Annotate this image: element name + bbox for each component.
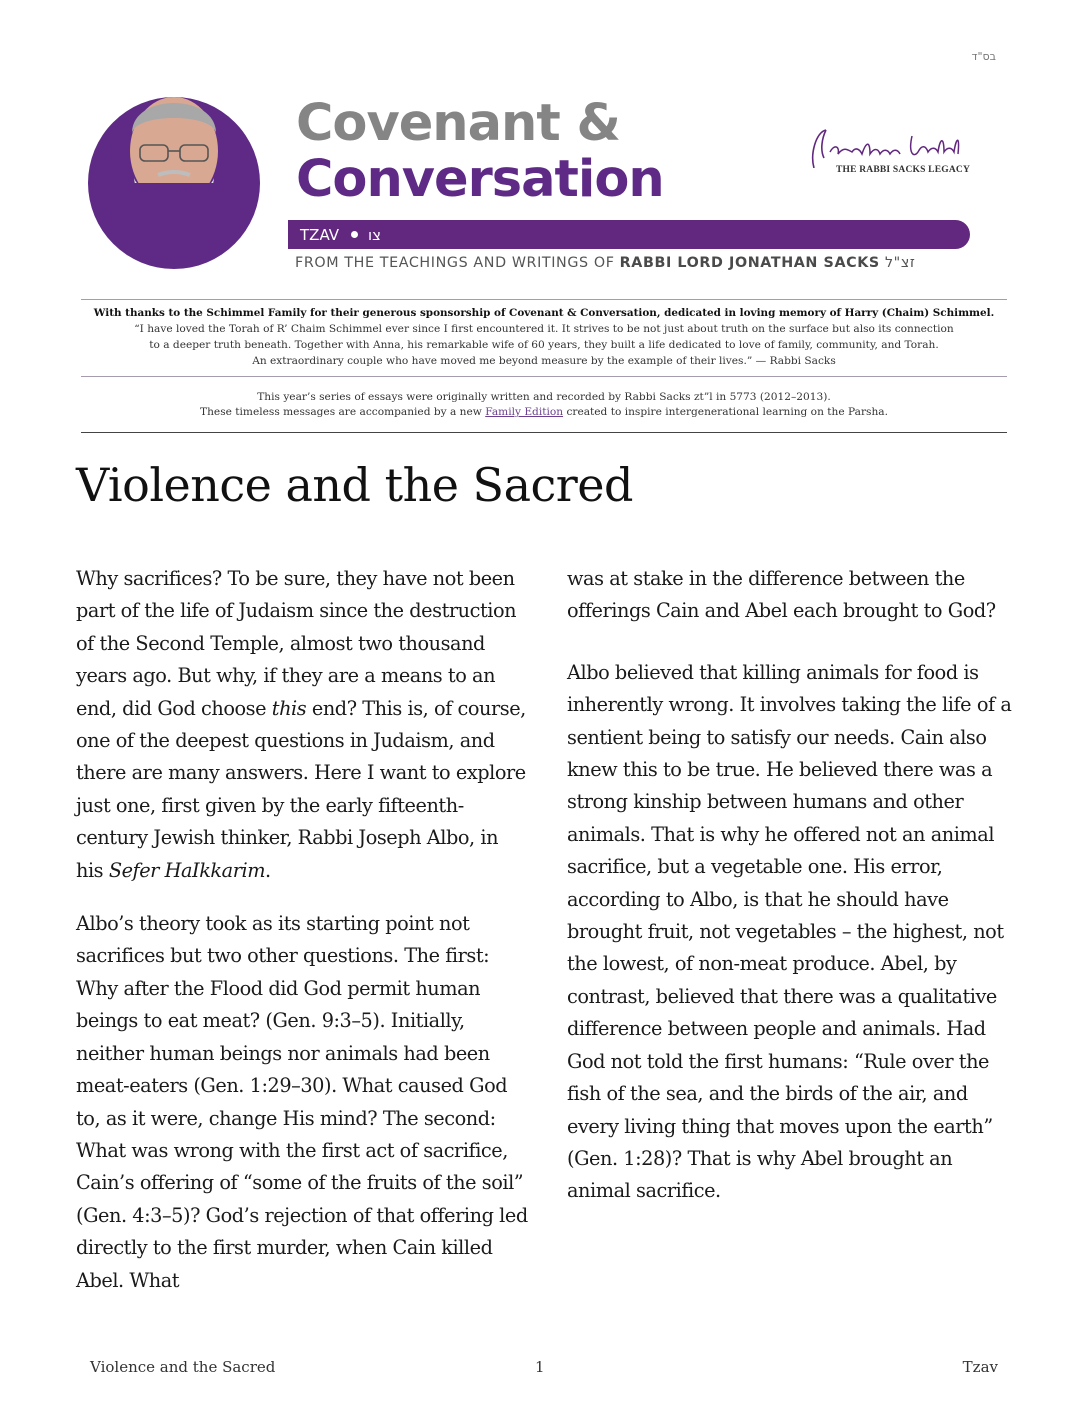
sponsorship-quote-line1: “I have loved the Torah of R’ Chaim Schimmel ever since I first encountered it. It strives to be not just about truth on the surface but also its connection [134, 323, 954, 335]
parsha-name-hebrew: צו [368, 225, 382, 244]
sponsorship-quote-line3: An extraordinary couple who have moved me beyond measure by the example of their lives.” — Rabbi Sacks [252, 355, 836, 367]
masthead-title-line2: Conversation [296, 150, 664, 209]
book-title-sefer-haikkarim: Sefer HaIkkarim [108, 858, 266, 882]
bullet-dot-icon [351, 231, 358, 238]
teachings-author: RABBI LORD JONATHAN SACKS [619, 255, 880, 271]
article-title: Violence and the Sacred [76, 458, 633, 512]
family-edition-link[interactable]: Family Edition [485, 406, 564, 418]
divider-middle [81, 376, 1007, 377]
paragraph-1-text: Why sacrifices? To be sure, they have not been part of the life of Judaism since the destruction of the Second Temple, almost two thousand years ago. But why, if they are a means to an end, did God choose [76, 567, 517, 720]
series-line1: This year’s series of essays were originally written and recorded by Rabbi Sacks zt”l in 5773 (2012–2013). [257, 391, 831, 403]
sponsorship-quote-line2: to a deeper truth beneath. Together with Anna, his remarkable wife of 60 years, they built a life dedicated to love of family, community, and Torah. [149, 339, 939, 351]
portrait-figure-icon [88, 83, 262, 269]
paragraph-2-continued: was at stake in the difference between the offerings Cain and Abel each brought to God? [567, 567, 996, 623]
sponsorship-note [81, 305, 1007, 369]
footer-title: Violence and the Sacred [90, 1358, 276, 1376]
article-column-right [567, 563, 1017, 1229]
divider-bottom [81, 432, 1007, 433]
masthead-title-line1: Covenant & [296, 94, 620, 153]
footer-page-number: 1 [535, 1358, 545, 1376]
parsha-name-english: TZAV [300, 225, 340, 244]
sponsorship-thanks: With thanks to the Schimmel Family for their generous sponsorship of Covenant & Conversation, dedicated in loving memory of Harry (Chaim) Schimmel. [93, 307, 995, 319]
bsd-mark: בס"ד [971, 50, 996, 63]
article-column-left [76, 563, 528, 1318]
rabbi-sacks-portrait [88, 83, 262, 269]
series-note [81, 390, 1007, 420]
emphasis-this: this [271, 696, 307, 720]
signature-icon [808, 124, 968, 168]
divider-top [81, 299, 1007, 300]
rabbi-sacks-legacy-logo [808, 124, 968, 184]
paragraph-2: Albo’s theory took as its starting point not sacrifices but two other questions. The first: Why after the Flood did God permit human beings to eat meat? (Gen. 9:3–5). Initially, neither human beings nor animals had been meat-eaters (Gen. 1:29–30). What caused God to, as it were, change His mind? The second: What was wrong with the first act of sacrifice, Cain’s offering of “some of the fruits of the soil” (Gen. 4:3–5)? God’s rejection of that offering led directly to the first murder, when Cain killed Abel. What [76, 912, 528, 1292]
series-line2-text: These timeless messages are accompanied by a new [200, 406, 486, 418]
legacy-label: THE RABBI SACKS LEGACY [836, 165, 970, 175]
series-line2-text-end: created to inspire intergenerational learning on the Parsha. [563, 406, 888, 418]
teachings-tagline [295, 255, 916, 271]
paragraph-1 [76, 563, 528, 887]
teachings-prefix: FROM THE TEACHINGS AND WRITINGS OF [295, 255, 620, 271]
teachings-honorific: זצ"ל [884, 255, 916, 271]
paragraph-1-end: . [265, 858, 271, 882]
paragraph-1-text-cont: end? This is, of course, one of the deepest questions in Judaism, and there are many answers. Here I want to explore just one, first given by the early fifteenth-century Jewish thinker, Rabbi Joseph Albo, in his [76, 696, 526, 882]
paragraph-3: Albo believed that killing animals for food is inherently wrong. It involves taking the life of a sentient being to satisfy our needs. Cain also knew this to be true. He believed there was a strong kinship between humans and other animals. That is why he offered not an animal sacrifice, but a vegetable one. His error, according to Albo, is that he should have brought fruit, not vegetables – the highest, not the lowest, of non-meat produce. Abel, by contrast, believed that there was a qualitative difference between people and animals. Had God not told the first humans: “Rule over the fish of the sea, and the birds of the air, and every living thing that moves upon the earth” (Gen. 1:28)? That is why Abel brought an animal sacrifice. [567, 660, 1012, 1203]
series-line2 [81, 405, 1007, 420]
parsha-banner [288, 220, 970, 249]
footer-parsha: Tzav [962, 1358, 998, 1376]
masthead-title [296, 96, 664, 208]
